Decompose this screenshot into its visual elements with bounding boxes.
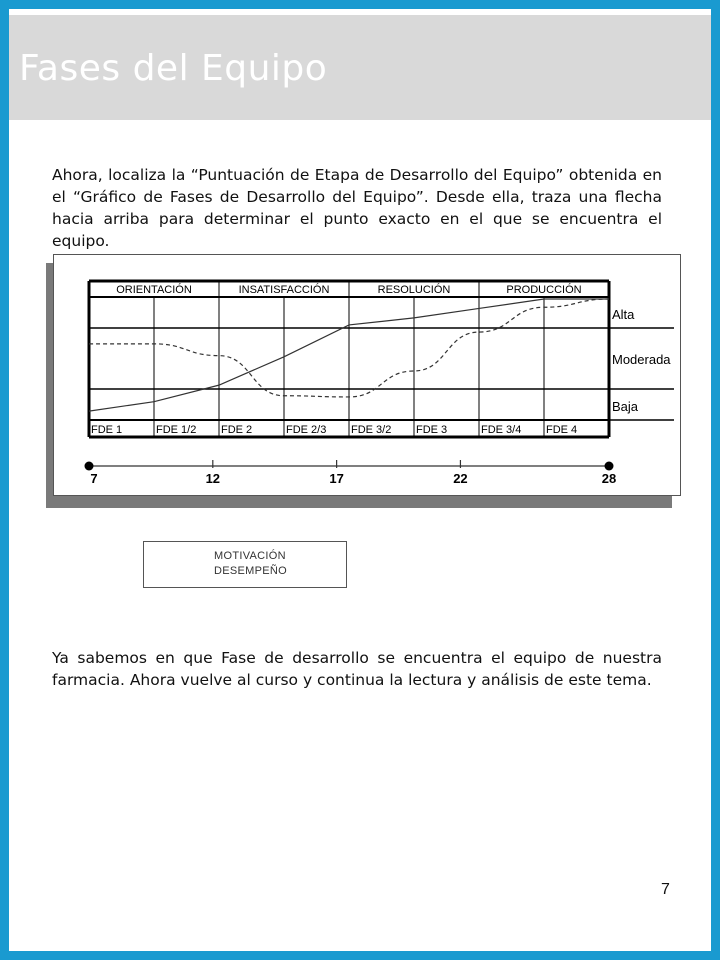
phase-header: ORIENTACIÓN [116, 284, 192, 296]
scale-tick-label: 28 [601, 471, 617, 486]
level-label: Moderada [612, 352, 671, 367]
stage-label: FDE 3 [416, 424, 448, 436]
stage-label: FDE 3/2 [351, 424, 392, 436]
scale-tick-label: 12 [205, 471, 221, 486]
chart-grid [89, 281, 674, 437]
scale-tick-label: 17 [329, 471, 344, 486]
stage-label: FDE 2 [221, 424, 253, 436]
chart-scale [85, 460, 617, 486]
title-banner [9, 15, 711, 120]
stage-label: FDE 3/4 [481, 424, 522, 436]
level-label: Alta [612, 307, 635, 322]
phase-header: RESOLUCIÓN [377, 284, 451, 296]
scale-start-dot [85, 462, 94, 471]
page-number: 7 [661, 881, 670, 898]
scale-tick-label: 22 [453, 471, 468, 486]
page-title: Fases del Equipo [19, 48, 328, 89]
legend-motivation: MOTIVACIÓN [214, 550, 286, 562]
chart-legend [143, 541, 347, 588]
phase-header: INSATISFACCIÓN [238, 284, 330, 296]
legend-performance: DESEMPEÑO [214, 565, 287, 577]
stage-label: FDE 4 [546, 424, 578, 436]
stage-label: FDE 2/3 [286, 424, 327, 436]
phase-header: PRODUCCIÓN [506, 284, 582, 296]
scale-end-dot [605, 462, 614, 471]
intro-paragraph: Ahora, localiza la “Puntuación de Etapa de Desarrollo del Equipo” obtenida en el “Gráfico de Fases de Desarrollo del Equipo”. Desde ella, traza una flecha hacia arriba para determinar el punto exacto en el que se encuentra el equipo. [52, 166, 662, 250]
chart-labels [91, 283, 671, 436]
closing-paragraph: Ya sabemos en que Fase de desarrollo se encuentra el equipo de nuestra farmacia. Ahora vuelve al curso y continua la lectura y análisis de este tema. [52, 649, 662, 689]
page [9, 9, 711, 951]
team-phase-chart [53, 254, 681, 496]
chart-svg [54, 255, 680, 495]
level-label: Baja [612, 399, 639, 414]
scale-tick-label: 7 [90, 471, 98, 486]
stage-label: FDE 1 [91, 424, 123, 436]
stage-label: FDE 1/2 [156, 424, 197, 436]
